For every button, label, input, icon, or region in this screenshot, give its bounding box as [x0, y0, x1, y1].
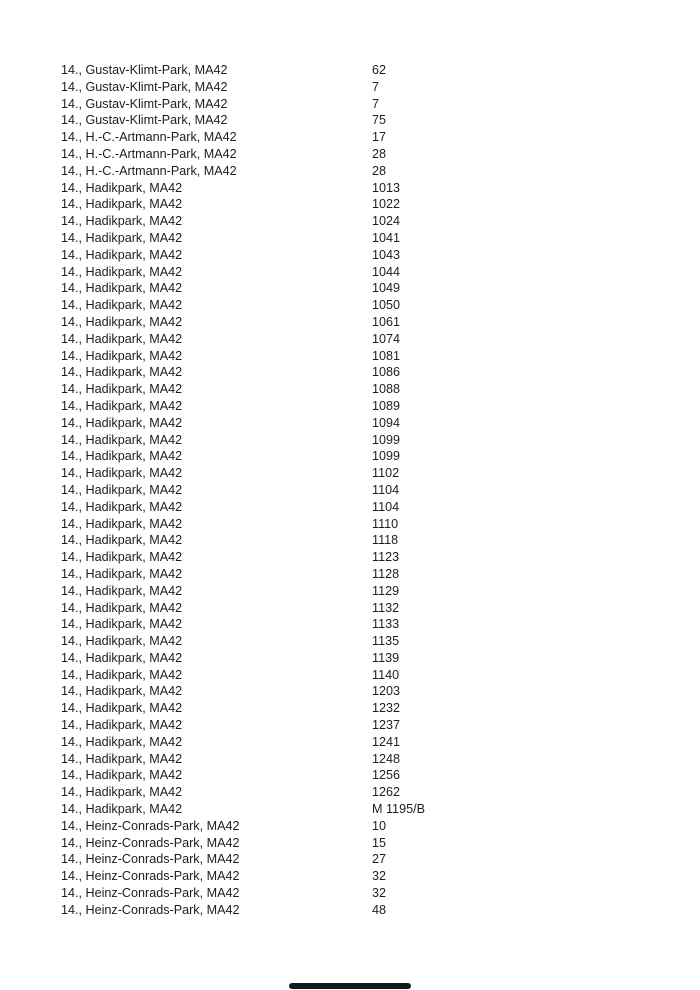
- value-label: 1024: [372, 214, 401, 229]
- value-label: 1044: [372, 264, 401, 279]
- location-label: 14., Hadikpark, MA42: [61, 785, 183, 800]
- list-row: [61, 314, 700, 331]
- value-label: 1262: [372, 785, 401, 800]
- list-row: [61, 482, 700, 499]
- location-label: 14., Hadikpark, MA42: [61, 197, 183, 212]
- list-row: [61, 297, 700, 314]
- location-label: 14., Hadikpark, MA42: [61, 466, 183, 481]
- location-label: 14., Hadikpark, MA42: [61, 180, 183, 195]
- list-row: [61, 633, 700, 650]
- list-row: [61, 146, 700, 163]
- list-row: [61, 112, 700, 129]
- value-label: 1099: [372, 432, 401, 447]
- list-row: [61, 432, 700, 449]
- list-row: [61, 734, 700, 751]
- location-label: 14., Hadikpark, MA42: [61, 398, 183, 413]
- location-label: 14., Heinz-Conrads-Park, MA42: [61, 835, 240, 850]
- list-row: [61, 381, 700, 398]
- list-row: [61, 348, 700, 365]
- location-label: 14., Hadikpark, MA42: [61, 365, 183, 380]
- value-label: 75: [372, 113, 387, 128]
- list-row: [61, 616, 700, 633]
- location-label: 14., Hadikpark, MA42: [61, 533, 183, 548]
- value-label: 1139: [372, 650, 400, 665]
- list-row: [61, 902, 700, 919]
- location-label: 14., Hadikpark, MA42: [61, 684, 183, 699]
- location-label: 14., Hadikpark, MA42: [61, 499, 183, 514]
- list-row: [61, 230, 700, 247]
- location-label: 14., Hadikpark, MA42: [61, 650, 183, 665]
- value-label: 1102: [372, 466, 400, 481]
- value-label: 1022: [372, 197, 401, 212]
- value-label: 1041: [372, 230, 401, 245]
- list-row: [61, 566, 700, 583]
- list-row: [61, 465, 700, 482]
- location-label: 14., Hadikpark, MA42: [61, 516, 183, 531]
- value-label: 1256: [372, 768, 401, 783]
- value-label: 1241: [372, 734, 401, 749]
- list-row: [61, 163, 700, 180]
- value-label: 1129: [372, 583, 400, 598]
- value-label: 1013: [372, 180, 401, 195]
- value-label: 1140: [372, 667, 400, 682]
- location-label: 14., Hadikpark, MA42: [61, 802, 183, 817]
- value-label: 1237: [372, 718, 401, 733]
- location-label: 14., Hadikpark, MA42: [61, 768, 183, 783]
- location-label: 14., H.-C.-Artmann-Park, MA42: [61, 146, 237, 161]
- list-row: [61, 549, 700, 566]
- value-label: 1128: [372, 566, 400, 581]
- location-label: 14., Hadikpark, MA42: [61, 482, 183, 497]
- value-label: 1081: [372, 348, 401, 363]
- list-row: [61, 767, 700, 784]
- location-label: 14., Hadikpark, MA42: [61, 264, 183, 279]
- value-label: 1135: [372, 634, 400, 649]
- location-label: 14., H.-C.-Artmann-Park, MA42: [61, 130, 237, 145]
- value-label: 7: [372, 79, 380, 94]
- list-row: [61, 247, 700, 264]
- value-label: 1061: [372, 314, 401, 329]
- value-label: 1132: [372, 600, 400, 615]
- value-label: 1050: [372, 298, 401, 313]
- list-row: [61, 129, 700, 146]
- location-label: 14., Gustav-Klimt-Park, MA42: [61, 63, 228, 77]
- value-label: 32: [372, 869, 387, 884]
- location-label: 14., Hadikpark, MA42: [61, 566, 183, 581]
- location-label: 14., Hadikpark, MA42: [61, 449, 183, 464]
- value-label: 1088: [372, 382, 401, 397]
- list-row: [61, 784, 700, 801]
- location-label: 14., Hadikpark, MA42: [61, 617, 183, 632]
- list-row: [61, 448, 700, 465]
- value-label: 1049: [372, 281, 401, 296]
- value-label: 27: [372, 852, 387, 867]
- list-row: [61, 331, 700, 348]
- value-label: 32: [372, 886, 387, 901]
- value-label: 1089: [372, 398, 401, 413]
- location-label: 14., Hadikpark, MA42: [61, 382, 183, 397]
- value-label: 28: [372, 163, 387, 178]
- value-label: 1123: [372, 550, 400, 565]
- location-label: 14., Hadikpark, MA42: [61, 583, 183, 598]
- list-row: [61, 364, 700, 381]
- value-label: 1248: [372, 751, 401, 766]
- value-label: 28: [372, 146, 387, 161]
- list-row: [61, 79, 700, 96]
- list-row: [61, 667, 700, 684]
- value-label: 1104: [372, 482, 400, 497]
- value-label: 1110: [372, 516, 399, 531]
- location-label: 14., Hadikpark, MA42: [61, 701, 183, 716]
- value-label: 15: [372, 835, 387, 850]
- location-label: 14., Hadikpark, MA42: [61, 734, 183, 749]
- value-label: 62: [372, 63, 387, 77]
- location-label: 14., Hadikpark, MA42: [61, 432, 183, 447]
- location-label: 14., Heinz-Conrads-Park, MA42: [61, 902, 240, 917]
- list-row: [61, 751, 700, 768]
- value-label: 1232: [372, 701, 401, 716]
- list-row: [61, 499, 700, 516]
- list-row: [61, 96, 700, 113]
- value-label: 1074: [372, 331, 401, 346]
- value-label: M 1195/B: [372, 802, 425, 817]
- list-row: [61, 180, 700, 197]
- location-label: 14., Hadikpark, MA42: [61, 298, 183, 313]
- location-label: 14., Heinz-Conrads-Park, MA42: [61, 818, 240, 833]
- list-row: [61, 868, 700, 885]
- location-label: 14., Hadikpark, MA42: [61, 314, 183, 329]
- value-label: 1086: [372, 365, 401, 380]
- list-row: [61, 683, 700, 700]
- list-row: [61, 583, 700, 600]
- location-label: 14., H.-C.-Artmann-Park, MA42: [61, 163, 237, 178]
- location-label: 14., Hadikpark, MA42: [61, 550, 183, 565]
- location-label: 14., Heinz-Conrads-Park, MA42: [61, 869, 240, 884]
- value-label: 10: [372, 818, 387, 833]
- list-row: [61, 818, 700, 835]
- value-label: 1043: [372, 247, 401, 262]
- value-label: 48: [372, 902, 387, 917]
- home-indicator-bar[interactable]: [289, 983, 411, 989]
- location-label: 14., Hadikpark, MA42: [61, 348, 183, 363]
- value-label: 17: [372, 130, 387, 145]
- list-row: [61, 851, 700, 868]
- value-label: 1133: [372, 617, 400, 632]
- list-row: [61, 264, 700, 281]
- list-row: [61, 213, 700, 230]
- list-row: [61, 885, 700, 902]
- list-row: [61, 415, 700, 432]
- location-label: 14., Hadikpark, MA42: [61, 718, 183, 733]
- list-row: [61, 280, 700, 297]
- location-label: 14., Hadikpark, MA42: [61, 281, 183, 296]
- location-label: 14., Heinz-Conrads-Park, MA42: [61, 852, 240, 867]
- location-label: 14., Gustav-Klimt-Park, MA42: [61, 96, 228, 111]
- value-label: 7: [372, 96, 380, 111]
- list-row: [61, 516, 700, 533]
- value-label: 1094: [372, 415, 401, 430]
- location-label: 14., Hadikpark, MA42: [61, 247, 183, 262]
- location-label: 14., Hadikpark, MA42: [61, 751, 183, 766]
- park-location-list: [61, 62, 700, 919]
- location-label: 14., Hadikpark, MA42: [61, 230, 183, 245]
- value-label: 1203: [372, 684, 401, 699]
- location-label: 14., Heinz-Conrads-Park, MA42: [61, 886, 240, 901]
- location-label: 14., Hadikpark, MA42: [61, 415, 183, 430]
- value-label: 1099: [372, 449, 401, 464]
- list-row: [61, 62, 700, 79]
- list-row: [61, 801, 700, 818]
- location-label: 14., Hadikpark, MA42: [61, 667, 183, 682]
- location-label: 14., Gustav-Klimt-Park, MA42: [61, 113, 228, 128]
- list-row: [61, 835, 700, 852]
- list-row: [61, 700, 700, 717]
- location-label: 14., Hadikpark, MA42: [61, 214, 183, 229]
- value-label: 1104: [372, 499, 400, 514]
- list-row: [61, 532, 700, 549]
- location-label: 14., Hadikpark, MA42: [61, 634, 183, 649]
- list-row: [61, 717, 700, 734]
- list-row: [61, 600, 700, 617]
- location-label: 14., Hadikpark, MA42: [61, 331, 183, 346]
- list-row: [61, 650, 700, 667]
- list-row: [61, 398, 700, 415]
- value-label: 1118: [372, 533, 399, 548]
- list-row: [61, 196, 700, 213]
- location-label: 14., Gustav-Klimt-Park, MA42: [61, 79, 228, 94]
- location-label: 14., Hadikpark, MA42: [61, 600, 183, 615]
